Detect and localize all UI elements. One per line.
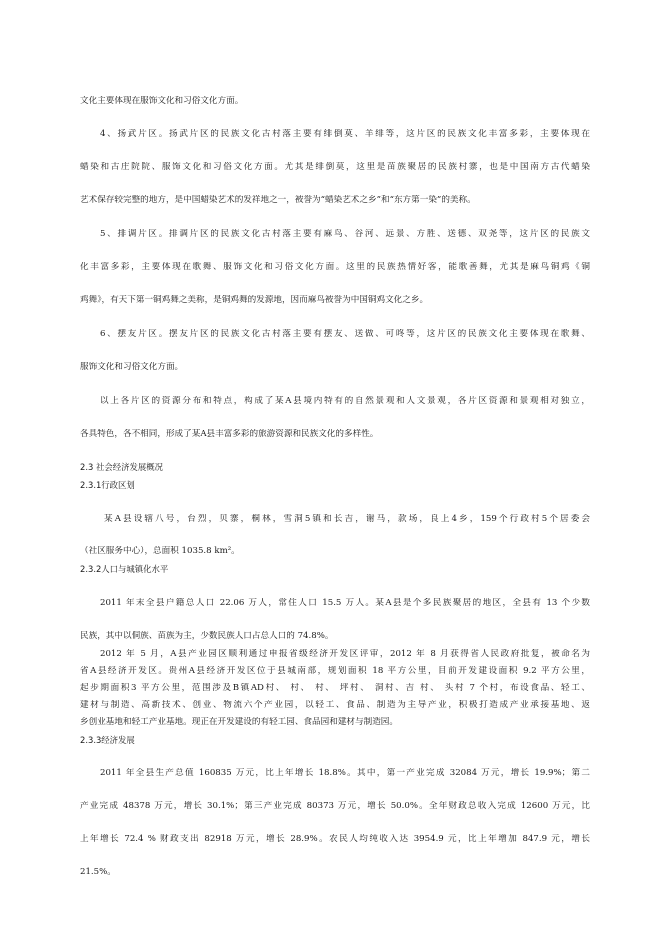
subsection-heading: 2.3.3经济发展 [80, 735, 135, 745]
section-heading: 2.3 社会经济发展概况 [80, 462, 163, 472]
paragraph-line: 某A县设辖八号，台烈，贝寨，桐林，雪洞5镇和长吉，谢马，款场，良上4乡，159个行政村5个居委会 [104, 514, 590, 524]
paragraph-line: 各具特色，各不相同，形成了某A县丰富多彩的旅游资源和民族文化的多样性。 [80, 429, 379, 439]
paragraph-line: 21.5%。 [80, 867, 116, 877]
paragraph-line: 民族，其中以侗族、苗族为主，少数民族人口占总人口的 74.8%。 [80, 631, 334, 641]
paragraph-line: 建材与制造、高新技术、创业、物流六个产业园，以轻工、食品、制造为主导产业，积极打造成产业承接基地、返 [80, 700, 590, 710]
paragraph-line: 4、扬武片区。扬武片区的民族文化古村落主要有绯倒莫、羊绯等，这片区的民族文化丰富多彩，主要体现在 [100, 129, 590, 139]
paragraph-line: 乡创业基地和轻工产业基地。现正在开发建设的有轻工园、食品园和建材与制造园。 [80, 717, 398, 727]
paragraph-line: 鸡舞》，有天下第一铜鸡舞之美称，是铜鸡舞的发源地，因而麻鸟被誉为中国铜鸡文化之乡。 [80, 295, 429, 305]
paragraph-line: 5、排调片区。排调片区的民族文化古村落主要有麻鸟、谷河、远景、方胜、送德、双尧等，这片区的民族文 [100, 229, 590, 239]
paragraph-line: 6、摆友片区。摆友片区的民族文化古村落主要有摆友、送做、可咚等，这片区的民族文化主要体现在歌舞、 [100, 329, 590, 339]
paragraph-line: 省A县经济开发区。贵州A县经济开发区位于县城南部，规划面积 18 平方公里，目前开发建设面积 9.2 平方公里， [80, 666, 590, 676]
paragraph-line: 上年增长 72.4 % 财政支出 82918 万元，增长 28.9%。农民人均纯收入达 3954.9 元，比上年增加 847.9 元，增长 [80, 834, 590, 844]
paragraph-line: 蜡染和古庄院院、服饰文化和习俗文化方面。尤其是绯倒莫，这里是苗族聚居的民族村寨，也是中国南方古代蜡染 [80, 162, 590, 172]
paragraph-line: 2011 年全县生产总值 160835 万元，比上年增长 18.8%。其中，第一产业完成 32084 万元，增长 19.9%；第二 [100, 768, 590, 778]
paragraph-line: 服饰文化和习俗文化方面。 [80, 362, 184, 372]
paragraph-line: 文化主要体现在服饰文化和习俗文化方面。 [80, 96, 244, 106]
paragraph-line: 化丰富多彩，主要体现在歌舞、服饰文化和习俗文化方面。这里的民族热情好客，能歌善舞，尤其是麻鸟铜鸡《铜 [80, 262, 590, 272]
paragraph-line: 以上各片区的资源分布和特点，构成了某A县境内特有的自然景观和人文景观，各片区资源和景观相对独立， [100, 396, 590, 406]
paragraph-line: 起步期面积3 平方公里，范围涉及B镇AD村、 村、 村、 坪村、 洞村、吉 村、 头村 7 个村，布设食品、轻工、 [80, 683, 590, 693]
paragraph-line: 2012 年 5 月，A县产业园区顺利通过申报省级经济开发区评审，2012 年 8 月获得省人民政府批复，被命名为 [100, 649, 590, 659]
paragraph-line: 产业完成 48378 万元，增长 30.1%；第三产业完成 80373 万元，增长 50.0%。全年财政总收入完成 12600 万元，比 [80, 801, 590, 811]
subsection-heading: 2.3.1行政区划 [80, 480, 135, 490]
subsection-heading: 2.3.2人口与城镇化水平 [80, 564, 169, 574]
paragraph-line: 艺术保存较完整的地方，是中国蜡染艺术的发祥地之一，被誉为“蜡染艺术之乡”和“东方第一染”的美称。 [80, 195, 476, 205]
paragraph-line: 2011 年末全县户籍总人口 22.06 万人，常住人口 15.5 万人。某A县是个多民族聚居的地区，全县有 13 个少数 [100, 598, 590, 608]
paragraph-line: （社区服务中心），总面积 1035.8 km²。 [80, 546, 240, 556]
